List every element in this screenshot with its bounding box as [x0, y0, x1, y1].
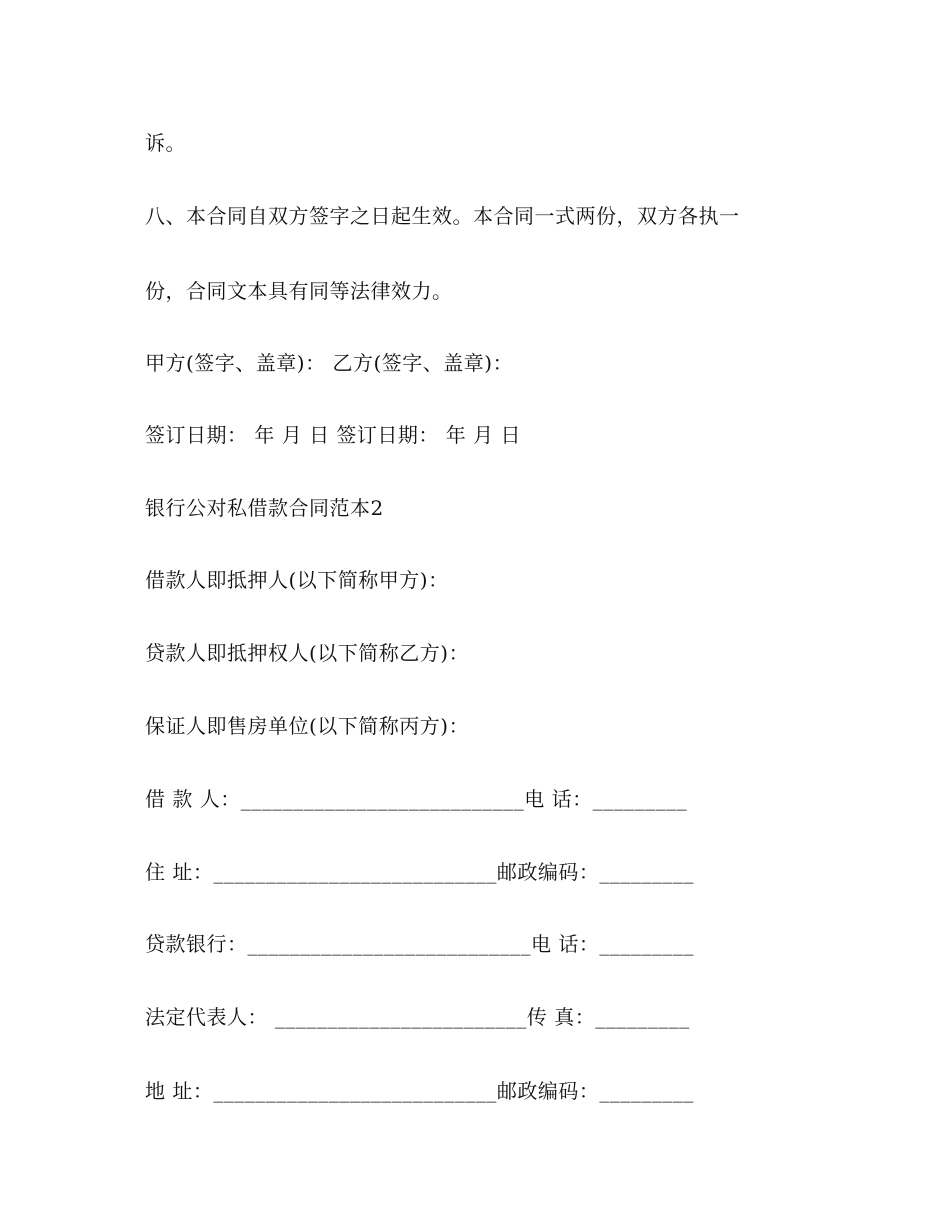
party-c-line: 保证人即售房单位(以下简称丙方)：	[145, 714, 470, 738]
lender-bank-field-line: 贷款银行：___________________________电 话：_________	[145, 932, 694, 956]
text-line: 份，合同文本具有同等法律效力。	[145, 279, 453, 303]
bank-address-field-line: 地 址：___________________________邮政编码：_________	[145, 1079, 694, 1103]
signature-line: 甲方(签字、盖章)： 乙方(签字、盖章)：	[145, 351, 514, 375]
section-title: 银行公对私借款合同范本2	[145, 496, 384, 520]
borrower-field-line: 借 款 人：___________________________电 话：_________	[145, 787, 688, 811]
address-field-line: 住 址：___________________________邮政编码：_________	[145, 860, 694, 884]
text-line: 诉。	[145, 131, 186, 155]
party-a-line: 借款人即抵押人(以下简称甲方)：	[145, 568, 449, 592]
party-b-line: 贷款人即抵押权人(以下简称乙方)：	[145, 641, 470, 665]
signing-date-line: 签订日期： 年 月 日 签订日期： 年 月 日	[145, 423, 522, 447]
text-line: 八、本合同自双方签字之日起生效。本合同一式两份，双方各执一	[145, 204, 740, 228]
legal-rep-field-line: 法定代表人： ________________________传 真：_________	[145, 1005, 690, 1029]
